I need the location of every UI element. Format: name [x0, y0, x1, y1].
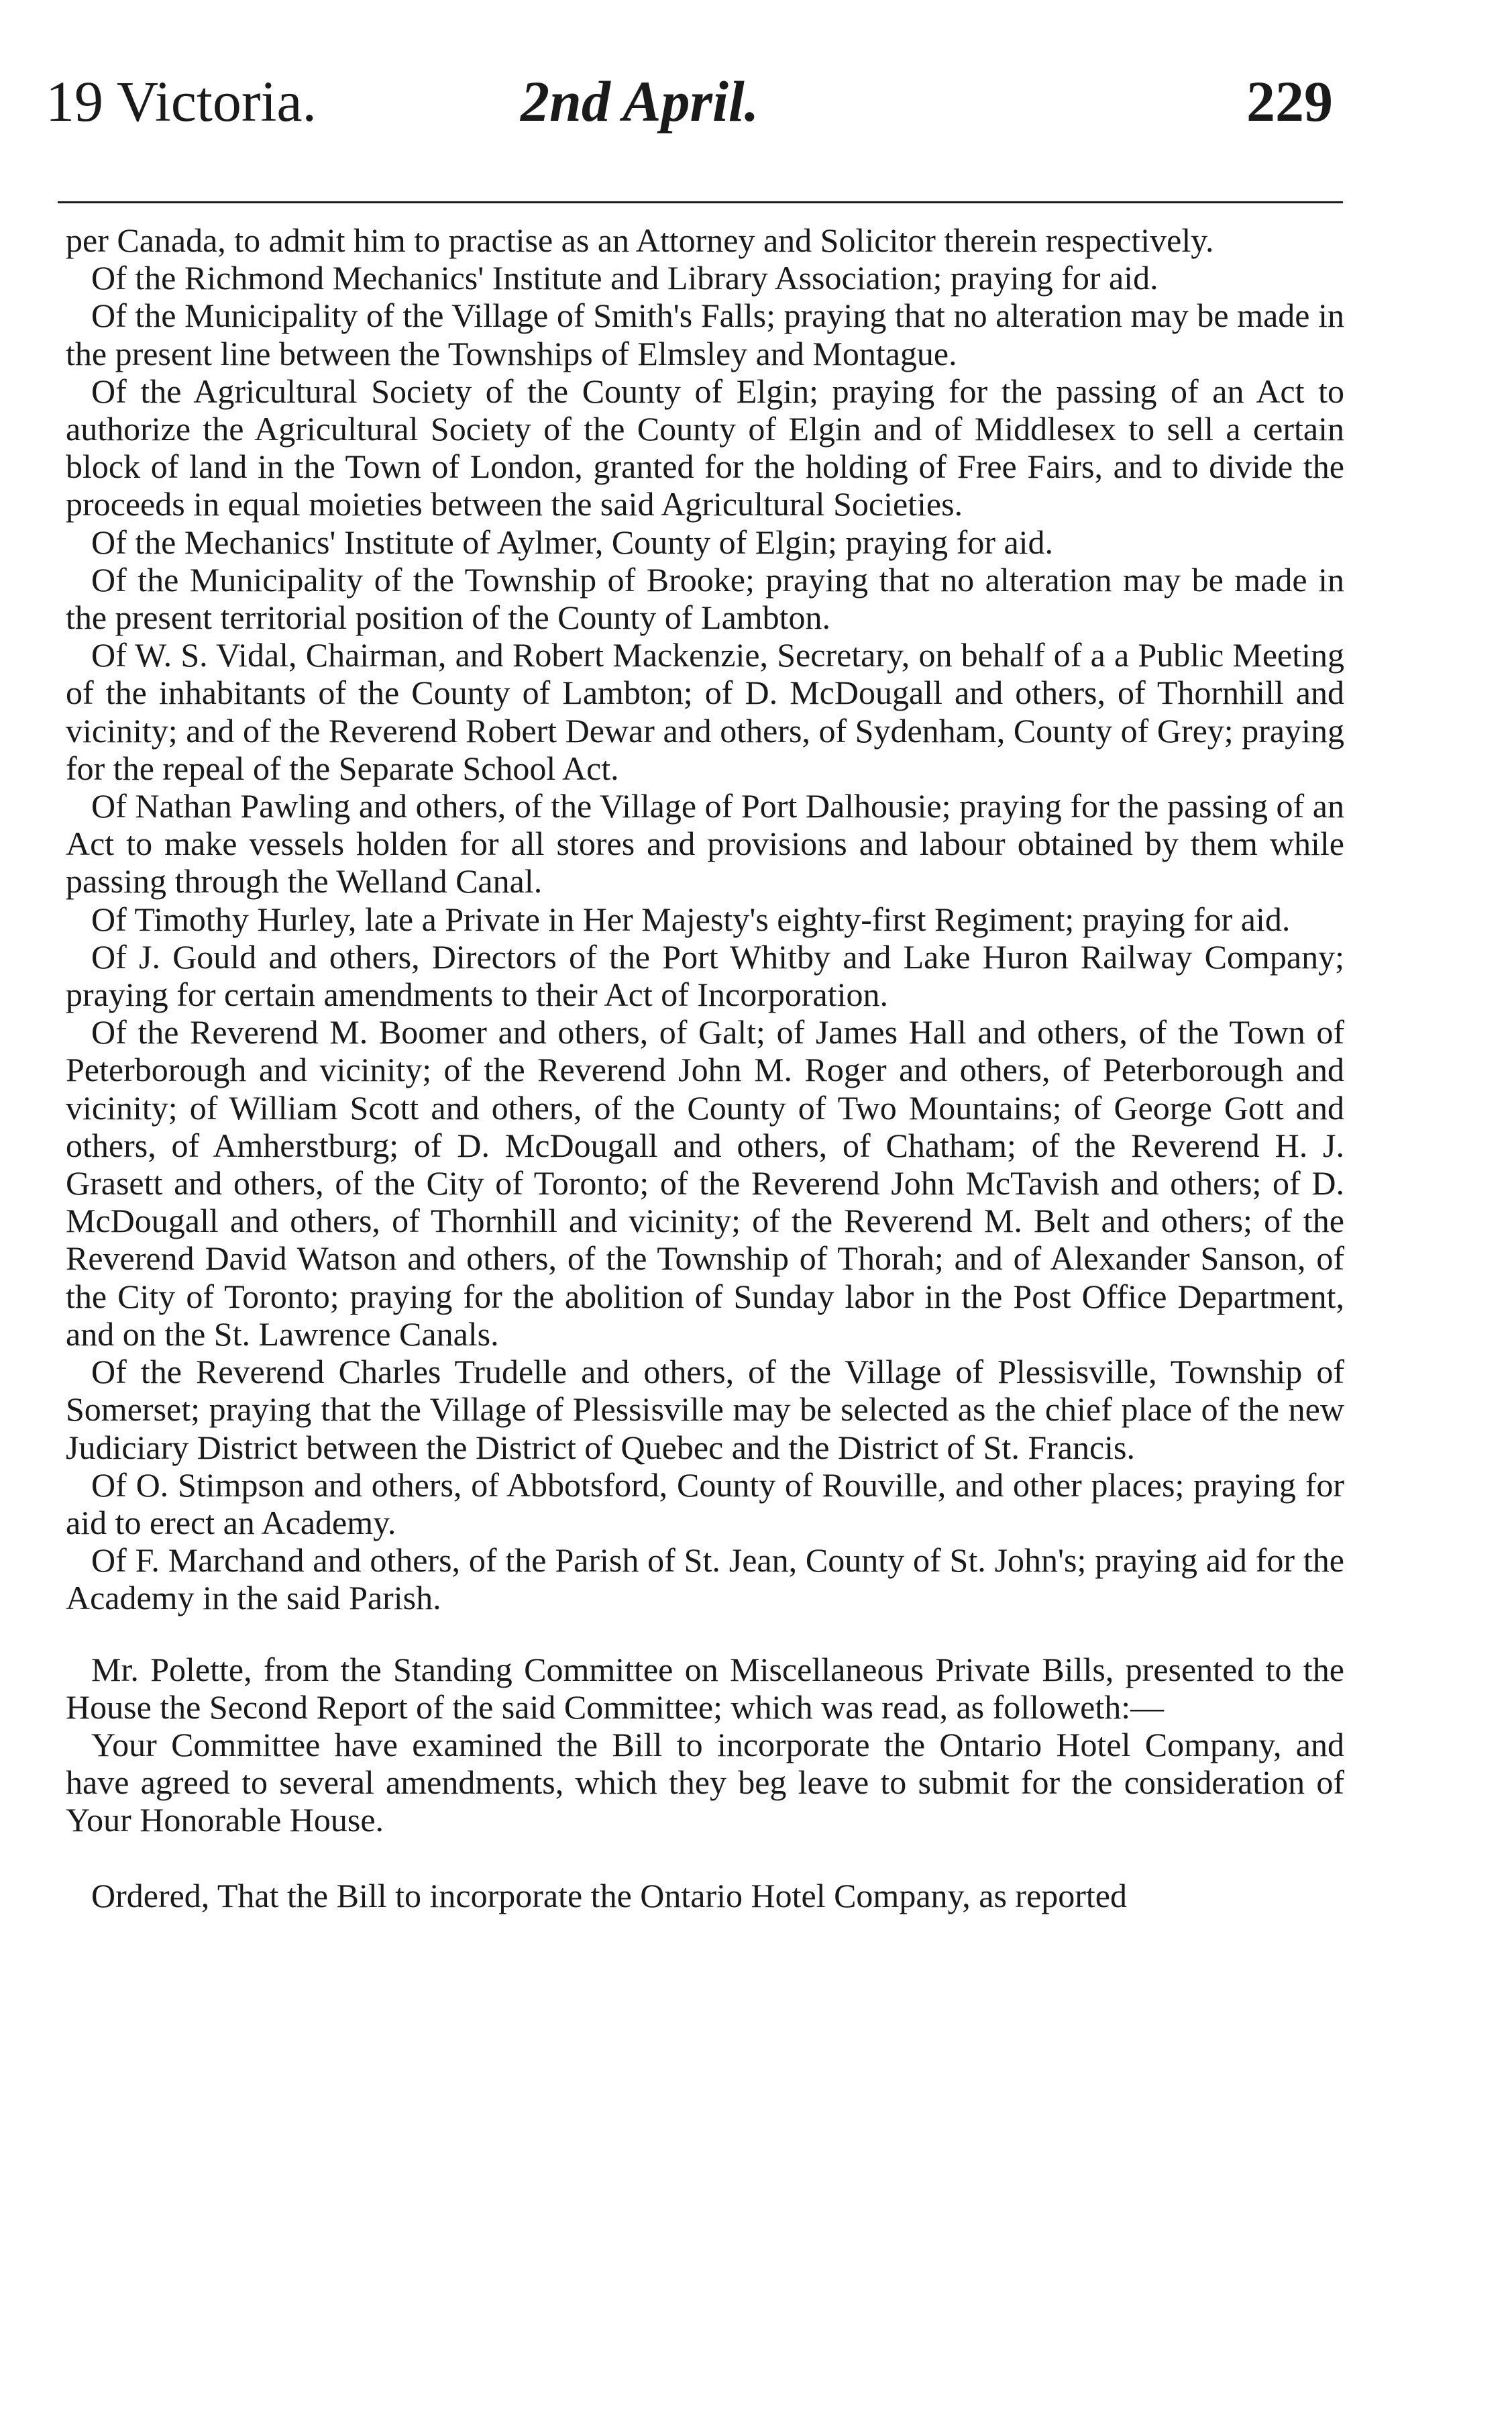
petition-paragraph: Of the Richmond Mechanics' Institute and Library Association; praying for aid.	[91, 259, 1158, 297]
petition-paragraph: Of the Reverend M. Boomer and others, of Galt; of James Hall and others, of the Town of Peterborough and vicinity; of the Reverend John M. Roger and others, of Peterborough and vicinity; of William Scott and others, of the County of Two Mountains; of George Gott and others, of Amherstburg; of D. McDougall and others, of Chatham; of the Reverend H. J. Grasett and others, of the City of Toronto; of the Reverend John McTavish and others; of D. McDougall and others, of Thornhill and vicinity; of the Reverend M. Belt and others; of the Reverend David Watson and others, of the Township of Thorah; and of Alexander Sanson, of the City of Toronto; praying for the abolition of Sunday labor in the Post Office Department, and on the St. Lawrence Canals.	[66, 1013, 1344, 1353]
journal-body	[66, 221, 1344, 1914]
petition-paragraph: Of Timothy Hurley, late a Private in Her Majesty's eighty-first Regiment; praying for aid.	[91, 900, 1291, 938]
order-paragraph: Ordered, That the Bill to incorporate the Ontario Hotel Company, as reported	[91, 1876, 1127, 1914]
petition-paragraph: Of Nathan Pawling and others, of the Village of Port Dalhousie; praying for the passing of an Act to make vessels holden for all stores and provisions and labour obtained by them while passing through the Welland Canal.	[66, 787, 1344, 901]
page-number: 229	[1246, 69, 1333, 134]
petition-paragraph: Of the Mechanics' Institute of Aylmer, County of Elgin; praying for aid.	[91, 523, 1054, 561]
petition-paragraph: Of the Agricultural Society of the County of Elgin; praying for the passing of an Act to authorize the Agricultural Society of the County of Elgin and of Middlesex to sell a certain block of land in the Town of London, granted for the holding of Free Fairs, and to divide the proceeds in equal moieties between the said Agricultural Societies.	[66, 372, 1344, 523]
petition-paragraph: Of O. Stimpson and others, of Abbotsford, County of Rouville, and other places; praying for aid to erect an Academy.	[66, 1465, 1344, 1541]
petition-paragraph: Of the Reverend Charles Trudelle and others, of the Village of Plessisville, Township of Somerset; praying that the Village of Plessisville may be selected as the chief place of the new Judiciary District between the District of Quebec and the District of St. Francis.	[66, 1353, 1344, 1466]
petition-paragraph: Of J. Gould and others, Directors of the Port Whitby and Lake Huron Railway Company; praying for certain amendments to their Act of Incorporation.	[66, 937, 1344, 1014]
header-rule	[58, 201, 1343, 203]
paragraph-continuation: per Canada, to admit him to practise as an Attorney and Solicitor therein respectively.	[66, 221, 1214, 259]
petition-paragraph: Of the Municipality of the Township of Brooke; praying that no alteration may be made in the present territorial position of the County of Lambton.	[66, 560, 1344, 637]
petition-paragraph: Of W. S. Vidal, Chairman, and Robert Mackenzie, Secretary, on behalf of a a Public Meeting of the inhabitants of the County of Lambton; of D. McDougall and others, of Thornhill and vicinity; and of the Reverend Robert Dewar and others, of Sydenham, County of Grey; praying for the repeal of the Separate School Act.	[66, 636, 1344, 787]
running-head-session: 19 Victoria.	[46, 69, 317, 134]
committee-report-intro: Mr. Polette, from the Standing Committee on Miscellaneous Private Bills, presented to the House the Second Report of the said Committee; which was read, as followeth:—	[66, 1650, 1344, 1726]
petition-paragraph: Of F. Marchand and others, of the Parish of St. Jean, County of St. John's; praying aid for the Academy in the said Parish.	[66, 1541, 1344, 1617]
running-head-date: 2nd April.	[521, 69, 759, 134]
committee-report-text: Your Committee have examined the Bill to incorporate the Ontario Hotel Company, and have agreed to several amendments, which they beg leave to submit for the consideration of Your Honorable House.	[66, 1725, 1344, 1839]
petition-paragraph: Of the Municipality of the Village of Smith's Falls; praying that no alteration may be made in the present line between the Townships of Elmsley and Montague.	[66, 297, 1344, 372]
